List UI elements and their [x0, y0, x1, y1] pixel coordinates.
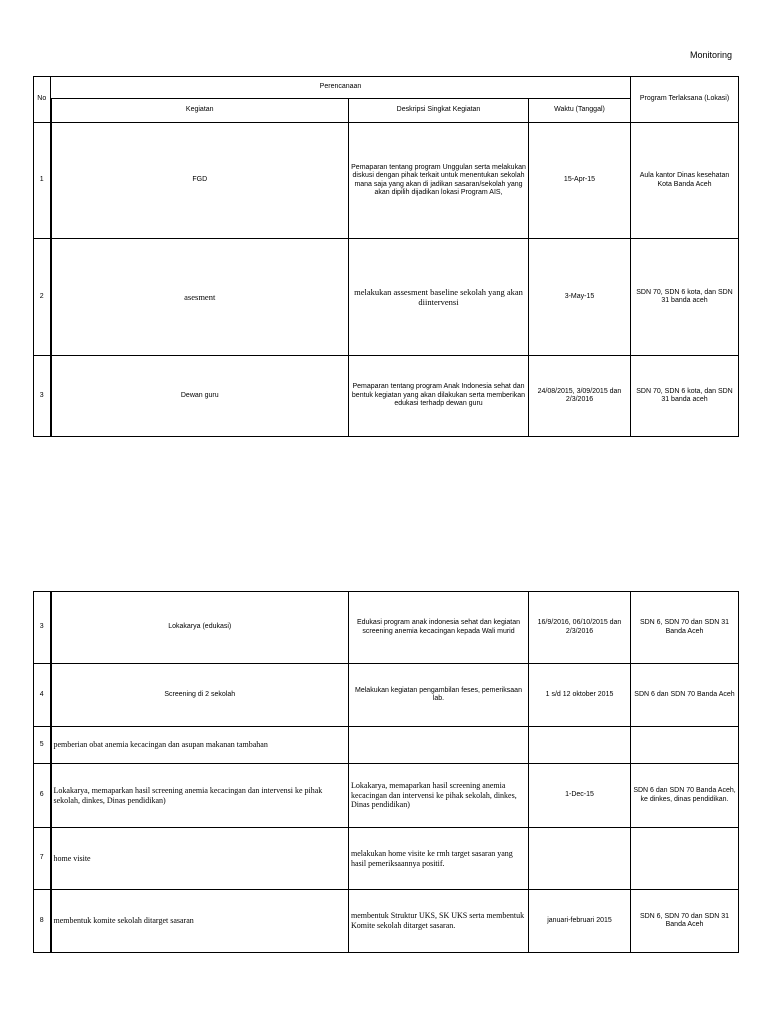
row-waktu: 1 s/d 12 oktober 2015 [529, 664, 631, 727]
row-kegiatan: FGD [51, 123, 349, 239]
row-program: SDN 70, SDN 6 kota, dan SDN 31 banda aceh [631, 356, 739, 437]
row-program: SDN 70, SDN 6 kota, dan SDN 31 banda aceh [631, 239, 739, 356]
col-program-header: Program Terlaksana (Lokasi) [631, 77, 739, 123]
activity-table [33, 591, 739, 953]
row-waktu: 1-Dec-15 [529, 764, 631, 828]
planning-table [33, 76, 739, 437]
row-kegiatan: Screening di 2 sekolah [51, 664, 349, 727]
row-no: 3 [34, 356, 51, 437]
row-deskripsi: melakukan home visite ke rmh target sasaran yang hasil pemeriksaannya positif. [349, 828, 529, 890]
row-kegiatan: asesment [51, 239, 349, 356]
table-row [34, 356, 739, 437]
row-no: 7 [34, 828, 51, 890]
col-plan-header: Perencanaan [51, 77, 631, 99]
row-waktu: januari-februari 2015 [529, 890, 631, 953]
row-waktu: 3-May-15 [529, 239, 631, 356]
row-kegiatan: Lokakarya, memaparkan hasil screening anemia kecacingan dan intervensi ke pihak sekolah, dinkes, Dinas pendidikan) [51, 764, 349, 828]
row-program: Aula kantor Dinas kesehatan Kota Banda Aceh [631, 123, 739, 239]
row-kegiatan: home visite [51, 828, 349, 890]
row-no: 2 [34, 239, 51, 356]
table-row [34, 592, 739, 664]
table-row [34, 727, 739, 764]
table-row [34, 664, 739, 727]
row-no: 5 [34, 727, 51, 764]
table-row [34, 123, 739, 239]
row-program [631, 727, 739, 764]
row-deskripsi: melakukan assesment baseline sekolah yang akan diintervensi [349, 239, 529, 356]
row-program: SDN 6, SDN 70 dan SDN 31 Banda Aceh [631, 592, 739, 664]
col-kegiatan-header: Kegiatan [51, 99, 349, 123]
row-program: SDN 6, SDN 70 dan SDN 31 Banda Aceh [631, 890, 739, 953]
row-waktu [529, 727, 631, 764]
row-waktu: 15-Apr-15 [529, 123, 631, 239]
row-program: SDN 6 dan SDN 70 Banda Aceh [631, 664, 739, 727]
table-row [34, 764, 739, 828]
table-row [34, 828, 739, 890]
row-program [631, 828, 739, 890]
row-no: 3 [34, 592, 51, 664]
col-no-header: No [34, 77, 51, 123]
row-deskripsi: Melakukan kegiatan pengambilan feses, pemeriksaan lab. [349, 664, 529, 727]
table-row [34, 890, 739, 953]
row-deskripsi [349, 727, 529, 764]
row-kegiatan: Lokakarya (edukasi) [51, 592, 349, 664]
row-program: SDN 6 dan SDN 70 Banda Aceh, ke dinkes, dinas pendidikan. [631, 764, 739, 828]
row-no: 1 [34, 123, 51, 239]
row-deskripsi: Lokakarya, memaparkan hasil screening anemia kecacingan dan intervensi ke pihak sekolah, dinkes, Dinas pendidikan) [349, 764, 529, 828]
row-deskripsi: Pemaparan tentang program Anak Indonesia sehat dan bentuk kegiatan yang akan dilakukan serta memberikan edukasi terhadp dewan guru [349, 356, 529, 437]
row-no: 4 [34, 664, 51, 727]
row-no: 6 [34, 764, 51, 828]
monitoring-title: Monitoring [690, 50, 733, 60]
row-kegiatan: pemberian obat anemia kecacingan dan asupan makanan tambahan [51, 727, 349, 764]
table-row [34, 239, 739, 356]
row-deskripsi: Pemaparan tentang program Unggulan serta melakukan diskusi dengan pihak terkait untuk menentukan sekolah mana saja yang akan di jadikan sasaran/sekolah yang akan dipilih dijadikan lokasi Program AIS, [349, 123, 529, 239]
row-no: 8 [34, 890, 51, 953]
col-waktu-header: Waktu (Tanggal) [529, 99, 631, 123]
row-kegiatan: Dewan guru [51, 356, 349, 437]
row-deskripsi: Edukasi program anak indonesia sehat dan kegiatan screening anemia kecacingan kepada Wali murid [349, 592, 529, 664]
row-deskripsi: membentuk Struktur UKS, SK UKS serta membentuk Komite sekolah ditarget sasaran. [349, 890, 529, 953]
row-kegiatan: membentuk komite sekolah ditarget sasaran [51, 890, 349, 953]
row-waktu: 16/9/2016, 06/10/2015 dan 2/3/2016 [529, 592, 631, 664]
col-deskripsi-header: Deskripsi Singkat Kegiatan [349, 99, 529, 123]
row-waktu: 24/08/2015, 3/09/2015 dan 2/3/2016 [529, 356, 631, 437]
row-waktu [529, 828, 631, 890]
